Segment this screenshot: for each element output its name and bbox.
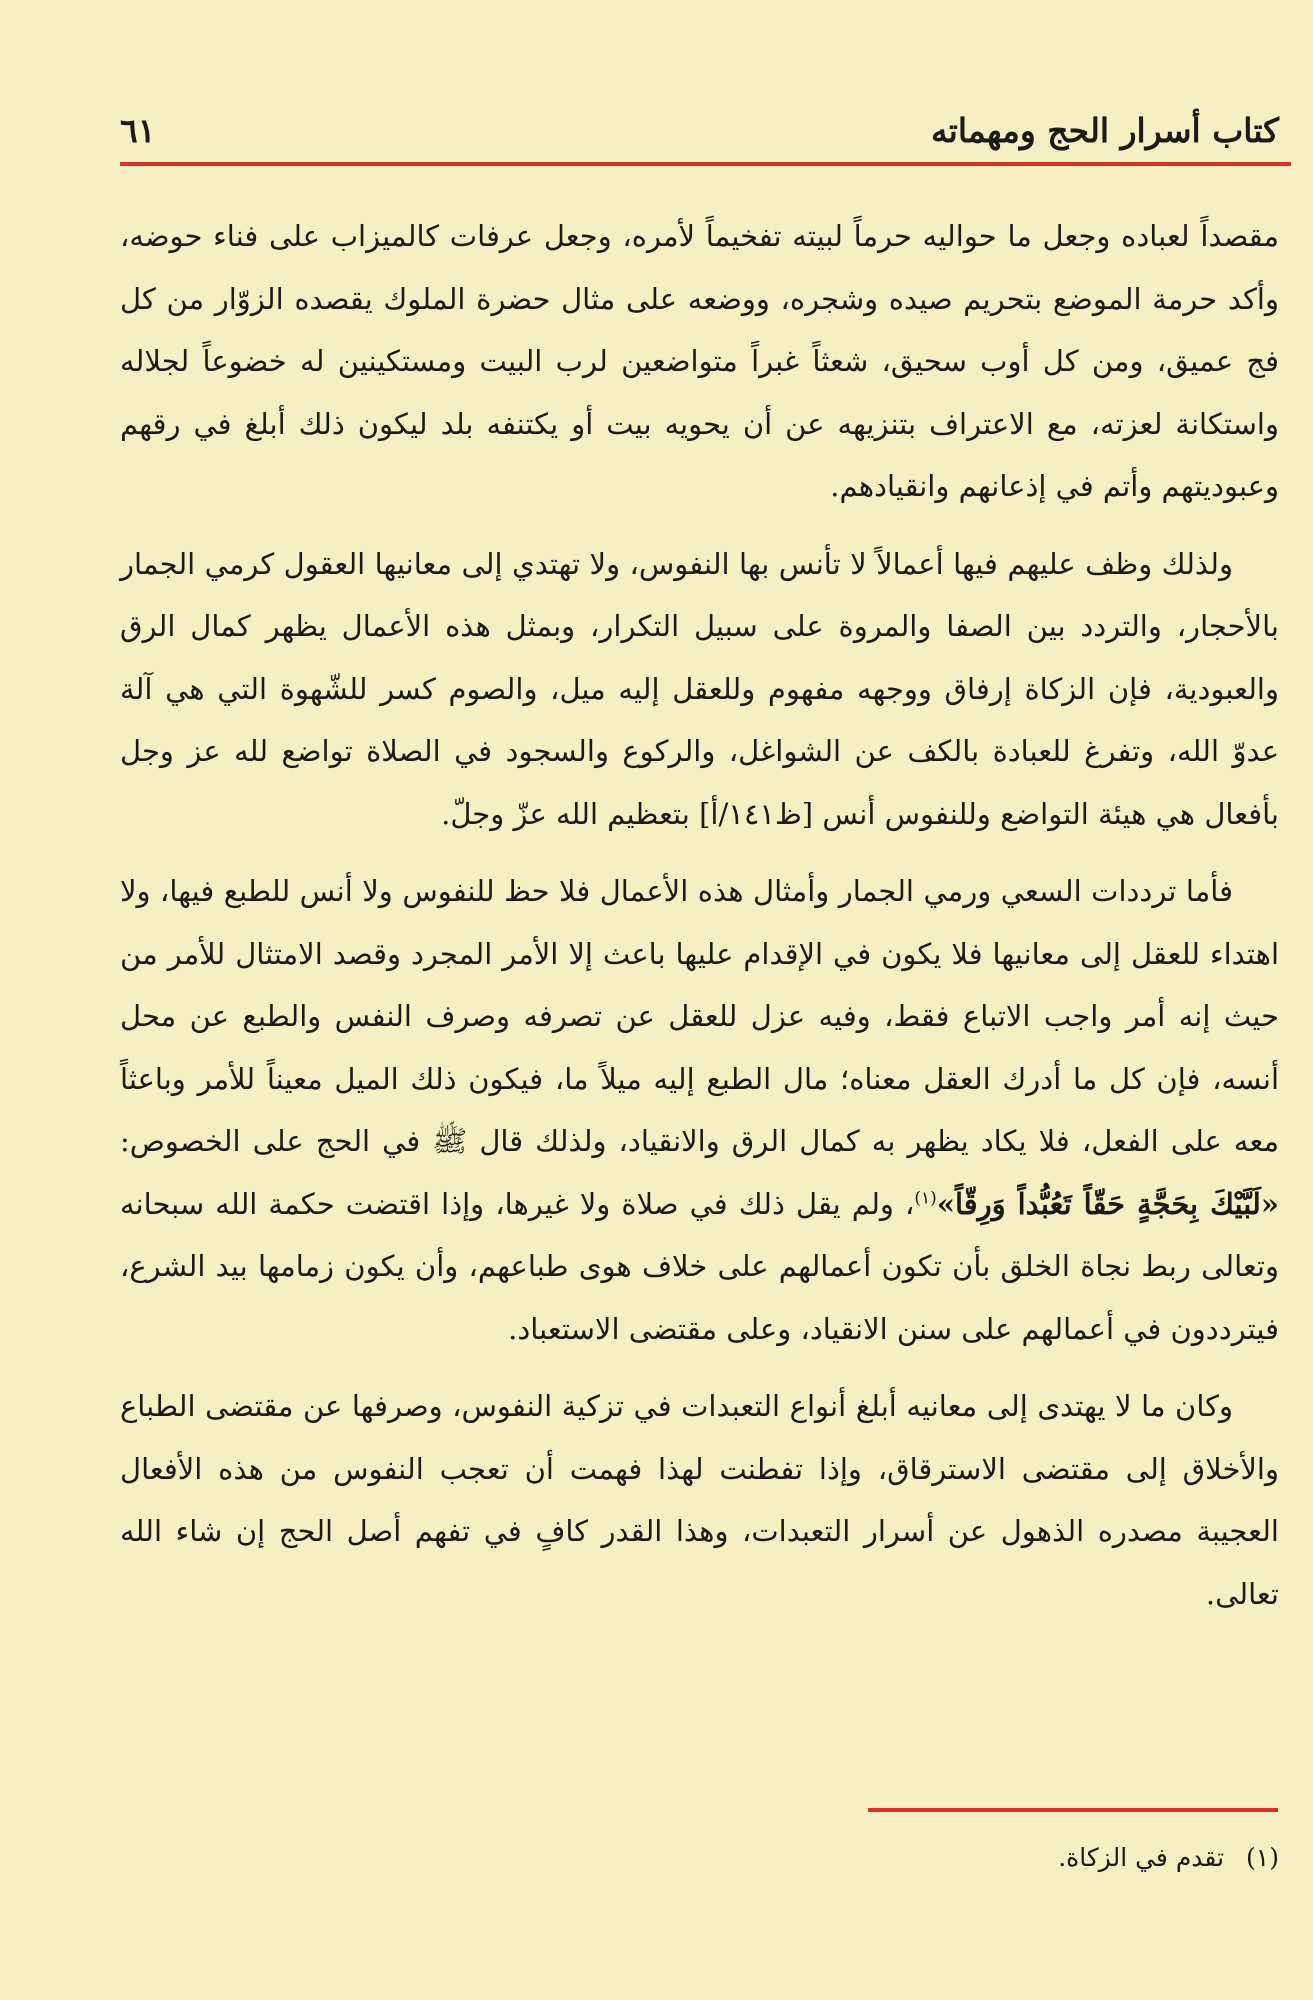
page-header	[120, 100, 1291, 162]
paragraph-3	[120, 860, 1279, 1360]
paragraph-3-text-after: ، ولم يقل ذلك في صلاة ولا غيرها، وإذا اقتضت حكمة الله سبحانه وتعالى ربط نجاة الخلق بأن تكون أعمالهم على خلاف هوى طباعهم، وأن يكون زمامها بيد الشرع، فيترددون في أعمالهم على سنن الانقياد، وعلى مقتضى الاستعباد.	[120, 1186, 1279, 1346]
footnote-reference: (١)	[914, 1187, 937, 1208]
hadith-quote: «لَبَّيْكَ بِحَجَّةٍ حَقّاً تَعُبُّداً وَرِقّاً»	[936, 1186, 1279, 1221]
paragraph-1: مقصداً لعباده وجعل ما حواليه حرماً لبيته تفخيماً لأمره، وجعل عرفات كالميزاب على فناء حوضه، وأكد حرمة الموضع بتحريم صيده وشجره، ووضعه على مثال حضرة الملوك يقصده الزوّار من كل فج عميق، ومن كل أوب سحيق، شعثاً غبراً متواضعين لرب البيت ومستكينين له خضوعاً لجلاله واستكانة لعزته، مع الاعتراف بتنزيهه عن أن يحويه بيت أو يكتنفه بلد ليكون ذلك أبلغ في رقهم وعبوديتهم وأتم في إذعانهم وانقيادهم.	[120, 219, 1279, 503]
footnote	[120, 1838, 1279, 1878]
header-rule	[120, 162, 1291, 166]
paragraph-4: وكان ما لا يهتدى إلى معانيه أبلغ أنواع التعبدات في تزكية النفوس، وصرفها عن مقتضى الطباع والأخلاق إلى مقتضى الاسترقاق، وإذا تفطنت لهذا فهمت أن تعجب النفوس من هذه الأفعال العجيبة مصدره الذهول عن أسرار التعبدات، وهذا القدر كافٍ في تفهم أصل الحج إن شاء الله تعالى.	[120, 1389, 1279, 1611]
paragraph-2: ولذلك وظف عليهم فيها أعمالاً لا تأنس بها النفوس، ولا تهتدي إلى معانيها العقول كرمي الجمار بالأحجار، والتردد بين الصفا والمروة على سبيل التكرار، وبمثل هذه الأعمال يظهر كمال الرق والعبودية، فإن الزكاة إرفاق ووجهه مفهوم وللعقل إليه ميل، والصوم كسر للشّهوة التي هي آلة عدوّ الله، وتفرغ للعبادة بالكف عن الشواغل، والركوع والسجود في الصلاة تواضع لله عز وجل بأفعال هي هيئة التواضع وللنفوس أنس [ظ١٤١/أ] بتعظيم الله عزّ وجلّ.	[120, 546, 1279, 831]
running-title: كتاب أسرار الحج ومهماته	[930, 111, 1279, 150]
footnote-text: تقدم في الزكاة.	[1058, 1843, 1225, 1872]
footnote-rule	[868, 1808, 1278, 1812]
page-number: ٦١	[120, 111, 156, 150]
main-text	[120, 205, 1279, 1640]
footnote-marker: (١)	[1246, 1843, 1279, 1872]
paragraph-3-text-before: فأما ترددات السعي ورمي الجمار وأمثال هذه الأعمال فلا حظ للنفوس ولا أنس للطبع فيها، ولا اهتداء للعقل إلى معانيها فلا يكون في الإقدام عليها باعث إلا الأمر المجرد وقصد الامتثال للأمر من حيث إنه أمر واجب الاتباع فقط، وفيه عزل للعقل عن تصرفه وصرف النفس والطبع عن محل أنسه، فإن كل ما أدرك العقل معناه؛ مال الطبع إليه ميلاً ما، فيكون ذلك الميل معيناً للأمر وباعثاً معه على الفعل، فلا يكاد يظهر به كمال الرق والانقياد، ولذلك قال ﷺ في الحج على الخصوص:	[120, 874, 1279, 1158]
